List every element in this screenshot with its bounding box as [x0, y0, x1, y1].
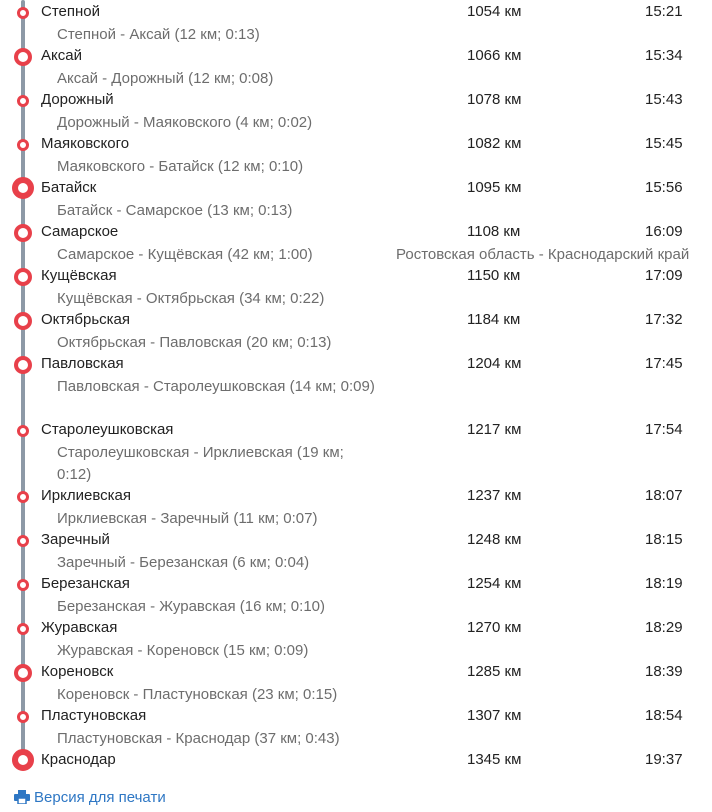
segment-info: Маяковского - Батайск (12 км; 0:10) — [57, 158, 304, 175]
station-distance: 1345 км — [467, 751, 522, 768]
station-name: Павловская — [41, 355, 124, 372]
route-track-line — [21, 0, 25, 762]
segment-info: Дорожный - Маяковского (4 км; 0:02) — [57, 114, 313, 131]
station-time: 15:43 — [645, 91, 683, 108]
station-marker-icon — [14, 224, 32, 242]
region-boundary: Ростовская область - Краснодарский край — [396, 246, 690, 263]
station-name: Самарское — [41, 223, 119, 240]
station-distance: 1095 км — [467, 179, 522, 196]
station-distance: 1248 км — [467, 531, 522, 548]
segment-info: Аксай - Дорожный (12 км; 0:08) — [57, 70, 274, 87]
station-name: Аксай — [41, 47, 82, 64]
segment-info: Пластуновская - Краснодар (37 км; 0:43) — [57, 730, 340, 747]
station-time: 15:34 — [645, 47, 683, 64]
segment-info: Батайск - Самарское (13 км; 0:13) — [57, 202, 293, 219]
station-marker-icon — [17, 711, 29, 723]
station-name: Ирклиевская — [41, 487, 131, 504]
station-name: Кущёвская — [41, 267, 117, 284]
station-distance: 1082 км — [467, 135, 522, 152]
segment-info: Степной - Аксай (12 км; 0:13) — [57, 26, 260, 43]
station-time: 19:37 — [645, 751, 683, 768]
station-marker-icon — [17, 623, 29, 635]
station-distance: 1204 км — [467, 355, 522, 372]
segment-info: Журавская - Кореновск (15 км; 0:09) — [57, 642, 309, 659]
station-time: 18:19 — [645, 575, 683, 592]
station-marker-icon — [12, 177, 34, 199]
station-name: Октябрьская — [41, 311, 130, 328]
station-name: Кореновск — [41, 663, 114, 680]
station-marker-icon — [17, 95, 29, 107]
station-distance: 1217 км — [467, 421, 522, 438]
station-name: Батайск — [41, 179, 97, 196]
station-time: 15:21 — [645, 3, 683, 20]
print-version-link[interactable] — [14, 788, 166, 810]
station-distance: 1108 км — [467, 223, 521, 240]
station-time: 18:29 — [645, 619, 683, 636]
station-name: Краснодар — [41, 751, 116, 768]
station-distance: 1184 км — [467, 311, 521, 328]
station-distance: 1066 км — [467, 47, 522, 64]
segment-info: Кущёвская - Октябрьская (34 км; 0:22) — [57, 290, 325, 307]
segment-info: Ирклиевская - Заречный (11 км; 0:07) — [57, 510, 318, 527]
printer-icon — [14, 790, 30, 810]
station-marker-icon — [17, 7, 29, 19]
station-time: 18:07 — [645, 487, 683, 504]
station-time: 15:56 — [645, 179, 683, 196]
station-name: Старолеушковская — [41, 421, 174, 438]
segment-info: Самарское - Кущёвская (42 км; 1:00) — [57, 246, 313, 263]
station-time: 16:09 — [645, 223, 683, 240]
station-marker-icon — [17, 535, 29, 547]
station-time: 17:09 — [645, 267, 683, 284]
station-marker-icon — [14, 312, 32, 330]
station-marker-icon — [12, 749, 34, 771]
station-distance: 1307 км — [467, 707, 522, 724]
station-name: Дорожный — [41, 91, 114, 108]
station-time: 15:45 — [645, 135, 683, 152]
station-marker-icon — [14, 664, 32, 682]
segment-info: Октябрьская - Павловская (20 км; 0:13) — [57, 334, 332, 351]
station-marker-icon — [14, 356, 32, 374]
station-marker-icon — [17, 425, 29, 437]
station-time: 17:32 — [645, 311, 683, 328]
station-distance: 1078 км — [467, 91, 522, 108]
station-name: Березанская — [41, 575, 130, 592]
segment-info: Старолеушковская - Ирклиевская (19 км; 0:12) — [57, 444, 344, 483]
station-distance: 1054 км — [467, 3, 522, 20]
station-time: 18:15 — [645, 531, 683, 548]
segment-info: Березанская - Журавская (16 км; 0:10) — [57, 598, 326, 615]
station-marker-icon — [14, 268, 32, 286]
station-name: Маяковского — [41, 135, 130, 152]
segment-info: Кореновск - Пластуновская (23 км; 0:15) — [57, 686, 338, 703]
station-marker-icon — [17, 579, 29, 591]
station-marker-icon — [17, 139, 29, 151]
station-name: Журавская — [41, 619, 118, 636]
print-version-label: Версия для печати — [34, 789, 166, 806]
station-distance: 1270 км — [467, 619, 522, 636]
segment-info: Заречный - Березанская (6 км; 0:04) — [57, 554, 310, 571]
station-marker-icon — [17, 491, 29, 503]
station-name: Пластуновская — [41, 707, 147, 724]
station-distance: 1237 км — [467, 487, 522, 504]
station-distance: 1285 км — [467, 663, 522, 680]
station-name: Степной — [41, 3, 101, 20]
station-time: 18:39 — [645, 663, 683, 680]
station-time: 17:54 — [645, 421, 683, 438]
station-time: 17:45 — [645, 355, 683, 372]
segment-info: Павловская - Старолеушковская (14 км; 0:09) — [57, 378, 375, 395]
station-distance: 1254 км — [467, 575, 522, 592]
station-time: 18:54 — [645, 707, 683, 724]
station-marker-icon — [14, 48, 32, 66]
station-distance: 1150 км — [467, 267, 521, 284]
station-name: Заречный — [41, 531, 110, 548]
